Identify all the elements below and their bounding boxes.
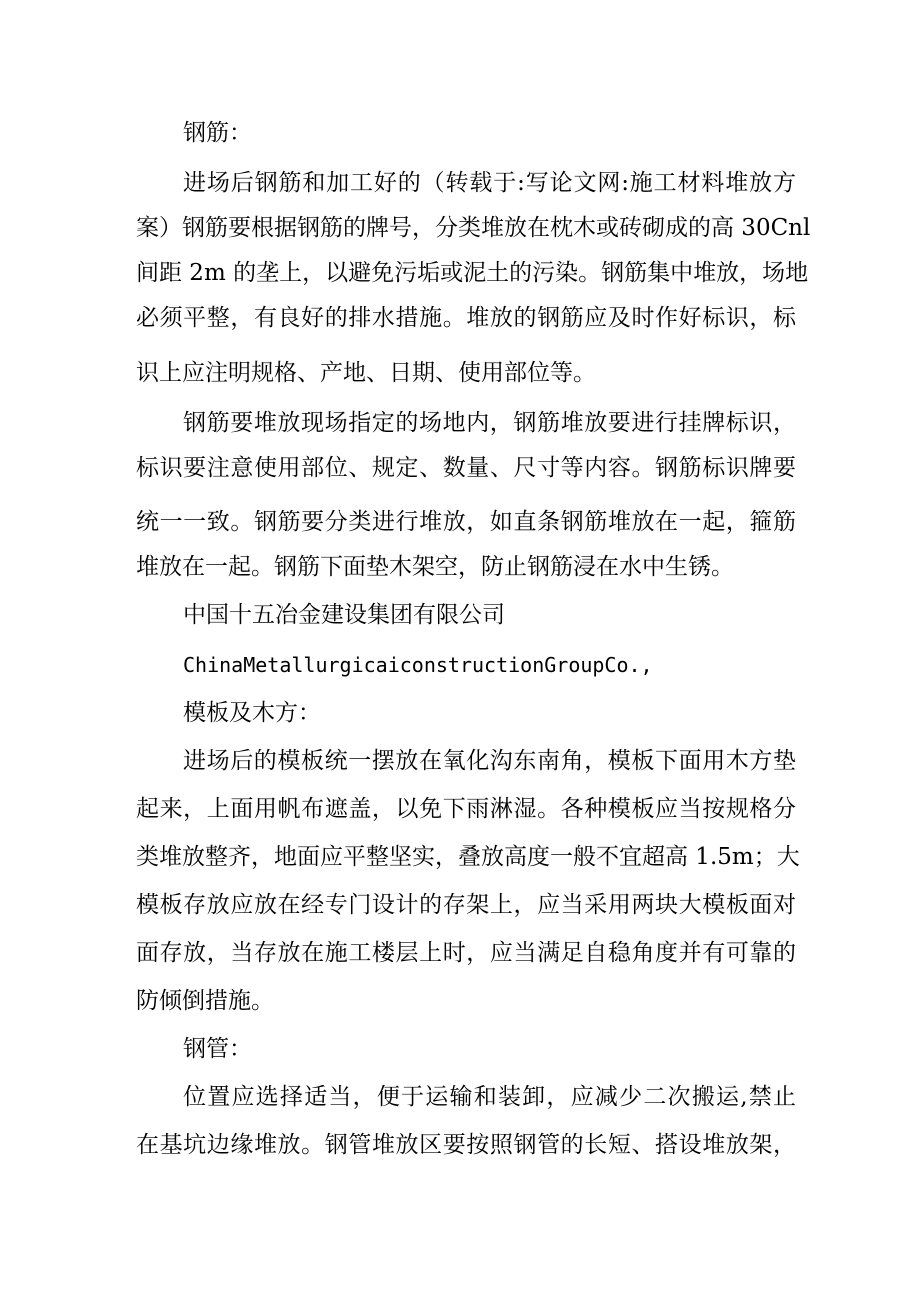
paragraph-line: 必须平整，有良好的排水措施。堆放的钢筋应及时作好标识，标 [136,305,796,331]
paragraph-line: 间距 2m 的垄上，以避免污垢或泥土的污染。钢筋集中堆放，场地 [136,260,809,286]
paragraph-line: 钢筋要堆放现场指定的场地内，钢筋堆放要进行挂牌标识， [183,410,796,436]
paragraph-line: 堆放在一起。钢筋下面垫木架空，防止钢筋浸在水中生锈。 [136,554,734,580]
paragraph-line: 起来，上面用帆布遮盖，以免下雨淋湿。各种模板应当按规格分 [136,796,796,822]
paragraph-line: 识上应注明规格、产地、日期、使用部位等。 [136,360,596,386]
paragraph-line: 案）钢筋要根据钢筋的牌号，分类堆放在枕木或砖砌成的高 30Cnl [136,215,811,241]
paragraph-line: 类堆放整齐，地面应平整坚实，叠放高度一般不宜超高 1.5m；大 [136,844,800,870]
paragraph-line: 进场后钢筋和加工好的（转载于:写论文网:施工材料堆放方 [183,170,796,196]
paragraph-line: 模板存放应放在经专门设计的存架上，应当采用两块大模板面对 [136,892,796,918]
paragraph-line: 进场后的模板统一摆放在氧化沟东南角，模板下面用木方垫 [183,748,796,774]
company-name-en: ChinaMetallurgicaiconstructionGroupCo., [183,653,653,677]
formwork-heading: 模板及木方： [183,700,321,726]
company-name-cn: 中国十五冶金建设集团有限公司 [183,602,505,628]
paragraph-line: 在基坑边缘堆放。钢管堆放区要按照钢管的长短、搭设堆放架， [136,1132,796,1158]
paragraph-line: 位置应选择适当，便于运输和装卸，应减少二次搬运,禁止 [183,1084,796,1110]
steel-pipe-heading: 钢管： [183,1036,252,1062]
paragraph-line: 统一一致。钢筋要分类进行堆放，如直条钢筋堆放在一起，箍筋 [136,509,796,535]
rebar-heading: 钢筋： [183,120,252,146]
paragraph-line: 标识要注意使用部位、规定、数量、尺寸等内容。钢筋标识牌要 [136,455,796,481]
paragraph-line: 面存放，当存放在施工楼层上时，应当满足自稳角度并有可靠的 [136,940,796,966]
paragraph-line: 防倾倒措施。 [136,988,274,1014]
